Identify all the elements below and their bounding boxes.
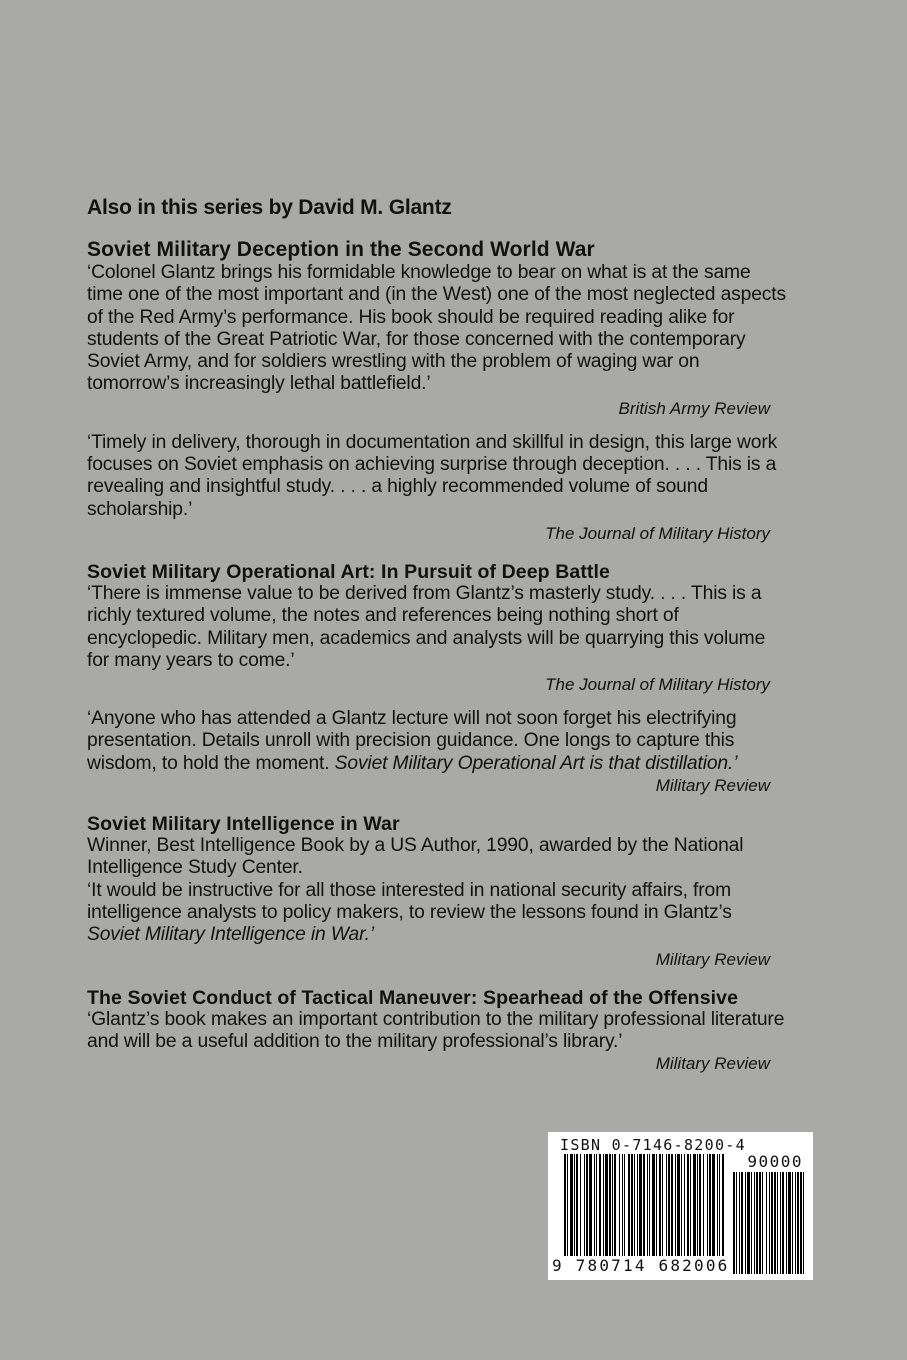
barcode-bar bbox=[609, 1154, 611, 1258]
barcode-bar bbox=[622, 1154, 623, 1258]
barcode-bar bbox=[662, 1154, 663, 1258]
review-quote bbox=[87, 708, 787, 775]
barcode-bar bbox=[677, 1154, 680, 1258]
barcode-bar bbox=[709, 1154, 711, 1258]
barcode-bar bbox=[671, 1154, 673, 1258]
addon-barcode-bar bbox=[788, 1172, 791, 1274]
addon-barcode-bar bbox=[800, 1172, 802, 1274]
barcode-bar bbox=[666, 1154, 667, 1258]
barcode-bar bbox=[567, 1154, 568, 1258]
isbn-barcode bbox=[548, 1132, 813, 1280]
review-quote-plain: ‘Anyone who has attended a Glantz lecture will not soon forget his electrifying presentation. Details unroll with precision guidance. One longs to capture this wisdom, to hold the moment. bbox=[87, 708, 737, 774]
book-title: Soviet Military Operational Art: In Pursuit of Deep Battle bbox=[87, 560, 610, 583]
award-note: Winner, Best Intelligence Book by a US Author, 1990, awarded by the National Intelligence Study Center. bbox=[87, 835, 744, 879]
barcode-bar bbox=[687, 1154, 689, 1258]
ean-number: 9 780714 682006 bbox=[552, 1256, 730, 1275]
addon-barcode-bar bbox=[774, 1172, 776, 1274]
barcode-bar bbox=[614, 1154, 616, 1258]
barcode-bar bbox=[719, 1154, 720, 1258]
review-quote: ‘Colonel Glantz brings his formidable knowledge to bear on what is at the same time one of the most important and (in the West) one of the most neglected aspects of the Red Army’s performance. His book should be required reading alike for students of the Great Patriotic War, for those concerned with the contemporary Soviet Army, and for soldiers wrestling with the problem of waging war on tomorrow’s increasingly lethal battlefield.’ bbox=[87, 262, 786, 395]
barcode-bar bbox=[576, 1154, 578, 1258]
addon-barcode-bar bbox=[771, 1172, 773, 1274]
barcode-bar bbox=[586, 1154, 588, 1258]
addon-barcode-bar bbox=[769, 1172, 770, 1274]
barcode-bar bbox=[628, 1154, 630, 1258]
book-title: Soviet Military Intelligence in War bbox=[87, 813, 400, 836]
barcode-bar bbox=[712, 1154, 715, 1258]
barcode-bar bbox=[637, 1154, 638, 1258]
addon-barcode-bar bbox=[759, 1172, 761, 1274]
barcode-bar bbox=[668, 1154, 670, 1258]
barcode-bar bbox=[684, 1154, 685, 1258]
review-source: The Journal of Military History bbox=[545, 523, 770, 543]
addon-barcode-bar bbox=[745, 1172, 746, 1274]
review bbox=[87, 432, 787, 545]
addon-barcode-bar bbox=[792, 1172, 793, 1274]
review-source: Military Review bbox=[655, 949, 770, 969]
book-entry bbox=[87, 813, 787, 970]
review bbox=[87, 262, 787, 420]
barcode-bar bbox=[643, 1154, 645, 1258]
addon-barcode-bar bbox=[739, 1172, 740, 1274]
series-heading: Also in this series by David M. Glantz bbox=[87, 196, 452, 219]
addon-barcode-bar bbox=[754, 1172, 755, 1274]
addon-barcode-bar bbox=[762, 1172, 763, 1274]
addon-barcode-bar bbox=[766, 1172, 767, 1274]
barcode-bar bbox=[693, 1154, 696, 1258]
review-quote-plain: ‘It would be instructive for all those interested in national security affairs, from intelligence analysts to policy makers, to review the lessons found in Glantz’s bbox=[87, 879, 732, 923]
book-title: The Soviet Conduct of Tactical Maneuver: Spearhead of the Offensive bbox=[87, 986, 739, 1009]
barcode-bar bbox=[589, 1154, 592, 1258]
barcode-bar bbox=[707, 1154, 708, 1258]
addon-barcode-bar bbox=[797, 1172, 799, 1274]
review-source: Military Review bbox=[655, 776, 770, 796]
barcode-bar bbox=[703, 1154, 704, 1258]
barcode-bar bbox=[603, 1154, 604, 1258]
review-source: British Army Review bbox=[618, 398, 770, 418]
addon-barcode-bar bbox=[795, 1172, 796, 1274]
barcode-bar bbox=[570, 1154, 573, 1258]
addon-barcode-bar bbox=[786, 1172, 787, 1274]
book-title: Soviet Military Deception in the Second World War bbox=[87, 238, 595, 261]
barcode-bar bbox=[631, 1154, 633, 1258]
barcode-bar bbox=[619, 1154, 620, 1258]
addon-barcode-bar bbox=[733, 1172, 735, 1274]
review bbox=[87, 880, 787, 971]
barcode-bar bbox=[717, 1154, 718, 1258]
review bbox=[87, 708, 787, 797]
addon-barcode-bar bbox=[777, 1172, 778, 1274]
addon-barcode-bar bbox=[782, 1172, 784, 1274]
addon-barcode-bar bbox=[803, 1172, 804, 1274]
review bbox=[87, 1009, 787, 1076]
barcode-bar bbox=[722, 1154, 724, 1258]
review-source: The Journal of Military History bbox=[545, 675, 770, 695]
barcode-bar bbox=[656, 1154, 657, 1258]
addon-barcode-bar bbox=[747, 1172, 750, 1274]
barcode-bar bbox=[690, 1154, 691, 1258]
barcode-bar bbox=[594, 1154, 595, 1258]
review-quote: ‘Timely in delivery, thorough in documentation and skillful in design, this large work focuses on Soviet emphasis on achieving surprise through deception. . . . This is a revealing and insightful study. . . . a highly recommended volume of sound scholarship.’ bbox=[87, 431, 778, 520]
barcode-bar bbox=[659, 1154, 661, 1258]
barcode-bar bbox=[699, 1154, 701, 1258]
addon-barcode-bar bbox=[741, 1172, 743, 1274]
barcode-bar bbox=[639, 1154, 642, 1258]
book-entry bbox=[87, 561, 787, 797]
barcode-bar bbox=[584, 1154, 585, 1258]
addon-barcode-bar bbox=[756, 1172, 758, 1274]
review-quote bbox=[87, 880, 787, 947]
addon-barcode-bar bbox=[751, 1172, 752, 1274]
barcode-bar bbox=[580, 1154, 581, 1258]
book-entry bbox=[87, 987, 787, 1076]
price-code: 90000 bbox=[747, 1152, 803, 1171]
isbn-number: ISBN 0-7146-8200-4 bbox=[560, 1136, 746, 1154]
review-quote: ‘Glantz’s book makes an important contribution to the military professional literature and will be a useful addition to the military professional’s library.’ bbox=[87, 1008, 785, 1052]
barcode-bar bbox=[574, 1154, 575, 1258]
review-source: Military Review bbox=[655, 1054, 770, 1074]
barcode-bar bbox=[649, 1154, 650, 1258]
review-quote: ‘There is immense value to be derived from Glantz’s masterly study. . . . This is a richly textured volume, the notes and references being nothing short of encyclopedic. Military men, academics and analysts will be quarrying this volume for many years to come.’ bbox=[87, 582, 766, 671]
addon-barcode-bar bbox=[780, 1172, 781, 1274]
addon-barcode-bar bbox=[736, 1172, 737, 1274]
barcode-bar bbox=[652, 1154, 655, 1258]
barcode-bar bbox=[599, 1154, 601, 1258]
book-entry bbox=[87, 238, 787, 545]
barcode-bar bbox=[596, 1154, 597, 1258]
barcode-bar bbox=[564, 1154, 566, 1258]
review-quote-italic: Soviet Military Intelligence in War.’ bbox=[87, 924, 374, 946]
barcode-bar bbox=[697, 1154, 698, 1258]
barcode-bar bbox=[624, 1154, 625, 1258]
barcode-bar bbox=[647, 1154, 648, 1258]
barcode-bar bbox=[605, 1154, 608, 1258]
barcode-bar bbox=[675, 1154, 676, 1258]
review-quote-italic: Soviet Military Operational Art is that distillation.’ bbox=[334, 752, 738, 774]
barcode-bar bbox=[681, 1154, 682, 1258]
barcode-bar bbox=[612, 1154, 613, 1258]
review bbox=[87, 583, 787, 696]
barcode-bar bbox=[634, 1154, 635, 1258]
back-cover-text bbox=[87, 196, 787, 1091]
